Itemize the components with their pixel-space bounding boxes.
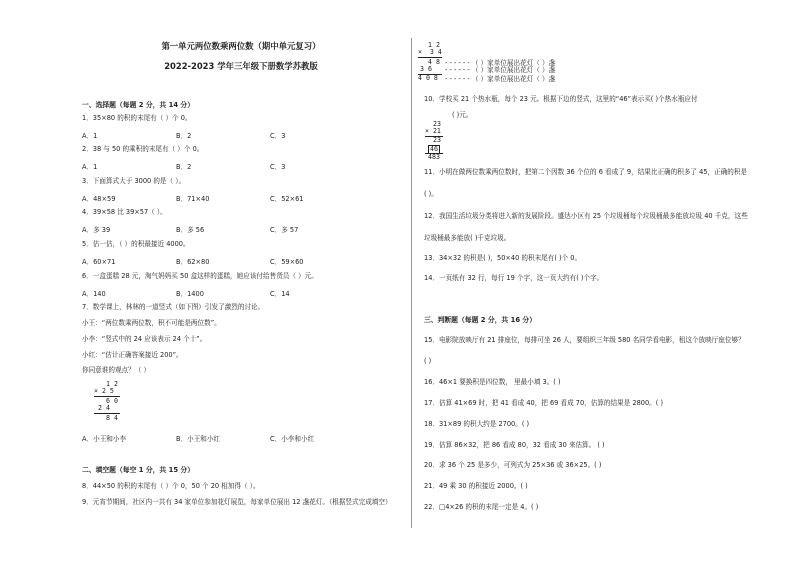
- q14-text: 14．一页纸有 32 行，每行 19 个字，这一页大约有( )个字。: [424, 274, 604, 282]
- section-choice-heading: 一、选择题（每题 2 分，共 14 分）: [82, 101, 195, 109]
- q6-option-c: C．14: [270, 290, 290, 298]
- q7-calc-line: 8 4: [106, 414, 118, 422]
- q6-stem: 6．一盒蛋糕 28 元，淘气妈妈买 50 盒这样的蛋糕，她应该付给售货员（ ）元。: [82, 272, 318, 280]
- q4-option-a: A．多 39: [82, 226, 111, 234]
- title-line-1: 第一单元两位数乘两位数（期中单元复习）: [161, 41, 321, 51]
- q7-calc-line: 1 2: [106, 380, 118, 388]
- q3-stem: 3．下面算式大于 3000 的是（ ）。: [82, 177, 186, 185]
- q1-option-a: A．1: [82, 132, 98, 140]
- q10-text: 10．学校买 21 个热水瓶，每个 23 元。根据下边的竖式，这里的“46”表示买( )个热水瓶应付: [424, 95, 698, 103]
- q7-statement-wang: 小王：“两位数乘两位数，积不可能是两位数”。: [82, 319, 221, 327]
- q8-text: 8．44×50 的积的末尾有（ ）个 0，50 个 20 相加得（ ）。: [82, 482, 260, 490]
- q7-calc-line: × 2 5: [94, 387, 114, 395]
- q18-text: 18．31×89 的积大约是 2700。( ): [424, 420, 530, 428]
- title-line-2: 2022-2023 学年三年级下册数学苏教版: [164, 61, 318, 71]
- q15-text: 15．电影院放映厅有 21 排座位，每排可坐 26 人，要组织三年级 580 名同学看电影，租这个放映厅座位够？: [424, 336, 745, 344]
- q11-text-cont: ( )。: [424, 190, 438, 198]
- q9-calc-line: 1 2: [428, 41, 440, 49]
- q3-option-a: A．48×59: [82, 195, 116, 203]
- q10-calc-line: 23: [433, 136, 441, 144]
- q7-stem: 7．数学课上，林林的一道竖式（如下图）引发了激烈的讨论。: [82, 303, 265, 311]
- q6-option-a: A．140: [82, 290, 106, 298]
- q6-option-b: B．1400: [176, 290, 204, 298]
- q21-text: 21．49 乘 30 的积接近 2000。( ): [424, 482, 528, 490]
- q10-calc-line: 483: [428, 153, 440, 161]
- q7-statement-hong: 小红：“估计正确答案接近 200”。: [82, 351, 183, 359]
- q3-option-c: C．52×61: [270, 195, 304, 203]
- q11-text: 11．小明在做两位数乘两位数时，把第二个因数 36 个位的 6 看成了 9，结果比正确的积多了 45，正确的积是: [424, 168, 748, 176]
- q7-option-c: C．小李和小红: [270, 435, 315, 443]
- q5-option-c: C．59×60: [270, 258, 304, 266]
- q1-option-b: B．2: [176, 132, 192, 140]
- q9-calc-line: 3 6: [420, 65, 432, 73]
- q9-note-1: - - - - - - （ ）家单位展出花灯（ ）盏: [445, 59, 556, 67]
- q12-text: 12．我国生活垃圾分类将进入新的发展阶段。盛达小区有 25 个垃圾桶每个垃圾桶最多能放垃圾 40 千克，这些: [424, 212, 748, 220]
- q13-text: 13．34×32 的积是( )，50×40 的积末尾有( )个 0。: [424, 254, 582, 262]
- q9-text: 9．元宵节期间，社区内一共有 34 家单位参加花灯展览，每家单位展出 12 盏花灯。（根据竖式完成填空）: [82, 498, 392, 506]
- q7-statement-li: 小李：“竖式中的 24 应该表示 24 个十”。: [82, 335, 207, 343]
- q10-calc-line: × 21: [425, 127, 441, 135]
- q10-text-cont: ( )元。: [452, 111, 473, 119]
- q7-calc-line: 6 0: [106, 397, 118, 405]
- q17-text: 17．估算 41×69 时，把 41 看成 40，把 69 看成 70，估算的结果是 2800。( ): [424, 399, 664, 407]
- q19-text: 19．估算 86×32，把 86 看成 80，32 看成 30 来估算。 ( ): [424, 441, 605, 449]
- q7-option-b: B．小王和小红: [176, 435, 221, 443]
- q7-calc-line: 2 4: [98, 404, 110, 412]
- q20-text: 20．求 36 个 25 是多少，可列式为 25×36 或 36×25。( ): [424, 461, 602, 469]
- q10-calc-line: 23: [433, 120, 441, 128]
- q2-option-a: A．1: [82, 163, 98, 171]
- q10-calc-boxed: 46: [430, 145, 438, 153]
- column-divider: [411, 38, 412, 528]
- q4-option-c: C．多 57: [270, 226, 299, 234]
- q2-stem: 2．38 与 50 的乘积的末尾有（ ）个 0。: [82, 145, 204, 153]
- q1-option-c: C．3: [270, 132, 286, 140]
- section-judge-heading: 三、判断题（每题 2 分，共 16 分）: [424, 316, 537, 324]
- q15-text-cont: ( ): [424, 357, 432, 365]
- q2-option-b: B．2: [176, 163, 192, 171]
- section-fill-heading: 二、填空题（每空 1 分，共 15 分）: [82, 466, 195, 474]
- q2-option-c: C．3: [270, 163, 286, 171]
- q22-text: 22．□4×26 的积的末尾一定是 4。( ): [424, 503, 539, 511]
- q12-text-cont: 垃圾桶最多能放( )千克垃圾。: [424, 234, 511, 242]
- q9-note-3: - - - - - - （ ）家单位展出花灯（ ）盏: [445, 75, 556, 83]
- q4-stem: 4．39×58 比 39×57（ ）。: [82, 208, 167, 216]
- q16-text: 16．46×1 要换积是四位数， 里最小填 3。( ): [424, 378, 561, 386]
- q9-note-2: - - - - - - （ ）家单位展出花灯（ ）盏: [445, 66, 556, 74]
- q5-option-b: B．62×80: [176, 258, 210, 266]
- q5-stem: 5．估一估，（ ）的积最接近 4000。: [82, 240, 190, 248]
- q7-option-a: A．小王和小李: [82, 435, 127, 443]
- q4-option-b: B．多 56: [176, 226, 205, 234]
- q9-calc-line: × 3 4: [418, 48, 442, 56]
- q7-question: 你同意谁的观点？（ ）: [82, 366, 151, 374]
- q9-calc-line: 4 0 8: [418, 74, 438, 82]
- q9-calc-line: 4 8: [428, 58, 440, 66]
- q3-option-b: B．71×40: [176, 195, 210, 203]
- q5-option-a: A．60×71: [82, 258, 116, 266]
- q1-stem: 1．35×80 的积的末尾有（ ）个 0。: [82, 114, 192, 122]
